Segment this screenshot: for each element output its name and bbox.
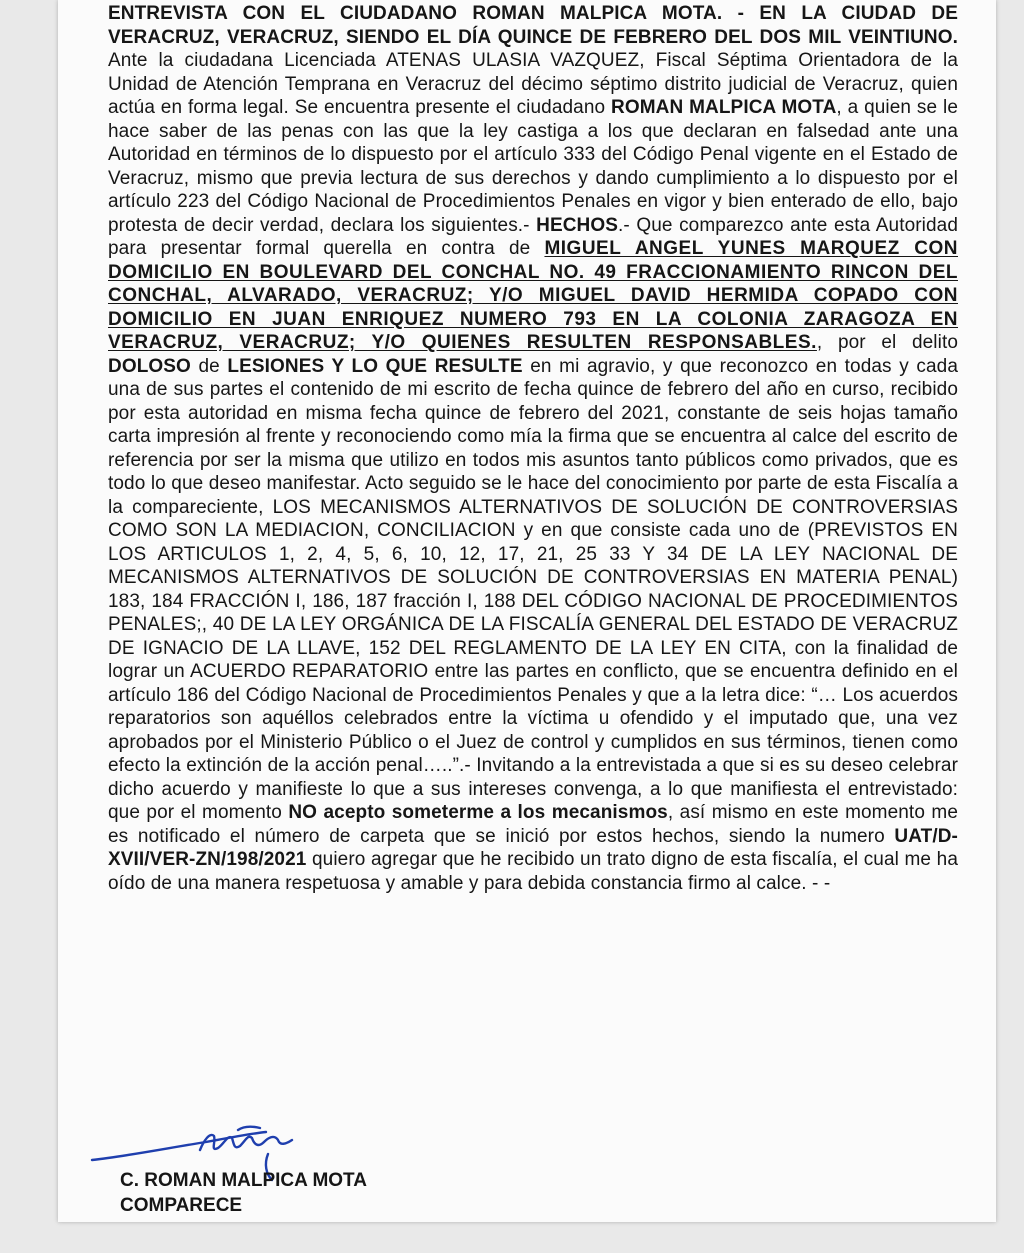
crime-type: DOLOSO bbox=[108, 355, 191, 377]
text-segment: de bbox=[190, 355, 228, 377]
refusal-statement: NO acepto someterme a los mecanismos bbox=[288, 802, 668, 823]
signer-role: COMPARECE bbox=[120, 1195, 243, 1216]
signer-name: C. ROMAN MALPICA MOTA bbox=[120, 1170, 367, 1191]
case-number: UAT/D-XVII/VER-ZN/198/2021 bbox=[108, 825, 958, 870]
text-segment: .- Que comparezco ante esta Autoridad para presentar formal querella en contra de bbox=[108, 214, 958, 259]
statement-paragraph bbox=[108, 2, 958, 895]
document-body bbox=[108, 2, 958, 895]
text-segment: en mi agravio, y que reconozco en todas y cada una de sus partes el contenido de mi escrito de fecha quince de febrero del año en curso, recibido por esta autoridad en misma fecha quince de febrero del 2021, constante de seis hojas tamaño carta impresión al frente y reconociendo como mía la firma que se encuentra al calce del escrito de referencia por ser la misma que utilizo en todos mis asuntos tanto públicos como privados, que es todo lo que deseo manifestar. Acto seguido se le hace del conocimiento por parte de esta Fiscalía a la compareciente, LOS MECANISMOS ALTERNATIVOS DE SOLUCIÓN DE CONTROVERSIAS COMO SON LA MEDIACION, CONCILIACION y en que consiste cada uno de (PREVISTOS EN LOS ARTICULOS 1, 2, 4, 5, 6, 10, 12, 17, 21, 25 33 Y 34 DE LA LEY NACIONAL DE MECANISMOS ALTERNATIVOS DE SOLUCIÓN DE CONTROVERSIAS EN MATERIA PENAL) 183, 184 FRACCIÓN I, 186, 187 fracción I, 188 DEL CÓDIGO NACIONAL DE PROCEDIMIENTOS PENALES;, 40 DE LA LEY ORGÁNICA DE LA FISCALÍA GENERAL DEL ESTADO DE VERACRUZ DE IGNACIO DE LA LLAVE, 152 DEL REGLAMENTO DE LA LEY EN CITA, con la finalidad de lograr un ACUERDO REPARATORIO entre las partes en conflicto, que se encuentra definido en el artículo 186 del Código Nacional de Procedimientos Penales y que a la letra dice: “… Los acuerdos reparatorios son aquéllos celebrados entre la víctima u ofendido y el imputado que, una vez aprobados por el Ministerio Público o el Juez de control y cumplidos en sus términos, tienen como efecto la extinción de la acción penal…..”.- Invitando a la entrevistada a que si es su deseo celebrar dicho acuerdo y manifieste lo que a sus intereses convenga, a lo que manifiesta el entrevistado: que por el momento bbox=[108, 355, 958, 823]
accused-parties: MIGUEL ANGEL YUNES MARQUEZ CON DOMICILIO EN BOULEVARD DEL CONCHAL NO. 49 FRACCIONAMIENTO RINCON DEL CONCHAL, ALVARADO, VERACRUZ; Y/O MIGUEL DAVID HERMIDA COPADO CON DOMICILIO EN JUAN ENRIQUEZ NUMERO 793 EN LA COLONIA ZARAGOZA EN VERACRUZ, VERACRUZ; Y/O QUIENES RESULTEN RESPONSABLES. bbox=[108, 238, 958, 353]
document-page bbox=[58, 0, 996, 1222]
text-segment: Ante la ciudadana Licenciada ATENAS ULASIA VAZQUEZ, Fiscal Séptima Orientadora de la Unidad de Atención Temprana en Veracruz del décimo séptimo distrito judicial de Veracruz, quien actúa en forma legal. Se encuentra presente el ciudadano bbox=[108, 50, 958, 118]
text-segment: quiero agregar que he recibido un trato digno de esta fiscalía, el cual me ha oído de una manera respetuosa y amable y para debida constancia firmo al calce. - - bbox=[108, 849, 958, 894]
heading: ENTREVISTA CON EL CIUDADANO ROMAN MALPICA MOTA. - EN LA CIUDAD DE VERACRUZ, VERACRUZ, SIENDO EL DÍA QUINCE DE FEBRERO DEL DOS MIL VEINTIUNO. bbox=[108, 3, 958, 48]
citizen-name: ROMAN MALPICA MOTA bbox=[611, 97, 837, 118]
text-segment: , a quien se le hace saber de las penas con las que la ley castiga a los que declaran en falsedad ante una Autoridad en términos de lo dispuesto por el artículo 333 del Código Penal vigente en el Estado de Veracruz, mismo que previa lectura de sus derechos y dando cumplimiento a lo dispuesto por el artículo 223 del Código Nacional de Procedimientos Penales en vigor y bien enterado de ello, bajo protesta de decir verdad, declara los siguientes.- bbox=[108, 97, 958, 236]
crime-name: LESIONES Y LO QUE RESULTE bbox=[227, 355, 523, 377]
text-segment: , así mismo en este momento me es notificado el número de carpeta que se inició por estos hechos, siendo la numero bbox=[108, 802, 958, 847]
text-segment: , por el delito bbox=[816, 332, 958, 353]
signature-block bbox=[120, 1168, 367, 1218]
hechos-label: HECHOS bbox=[536, 214, 619, 236]
